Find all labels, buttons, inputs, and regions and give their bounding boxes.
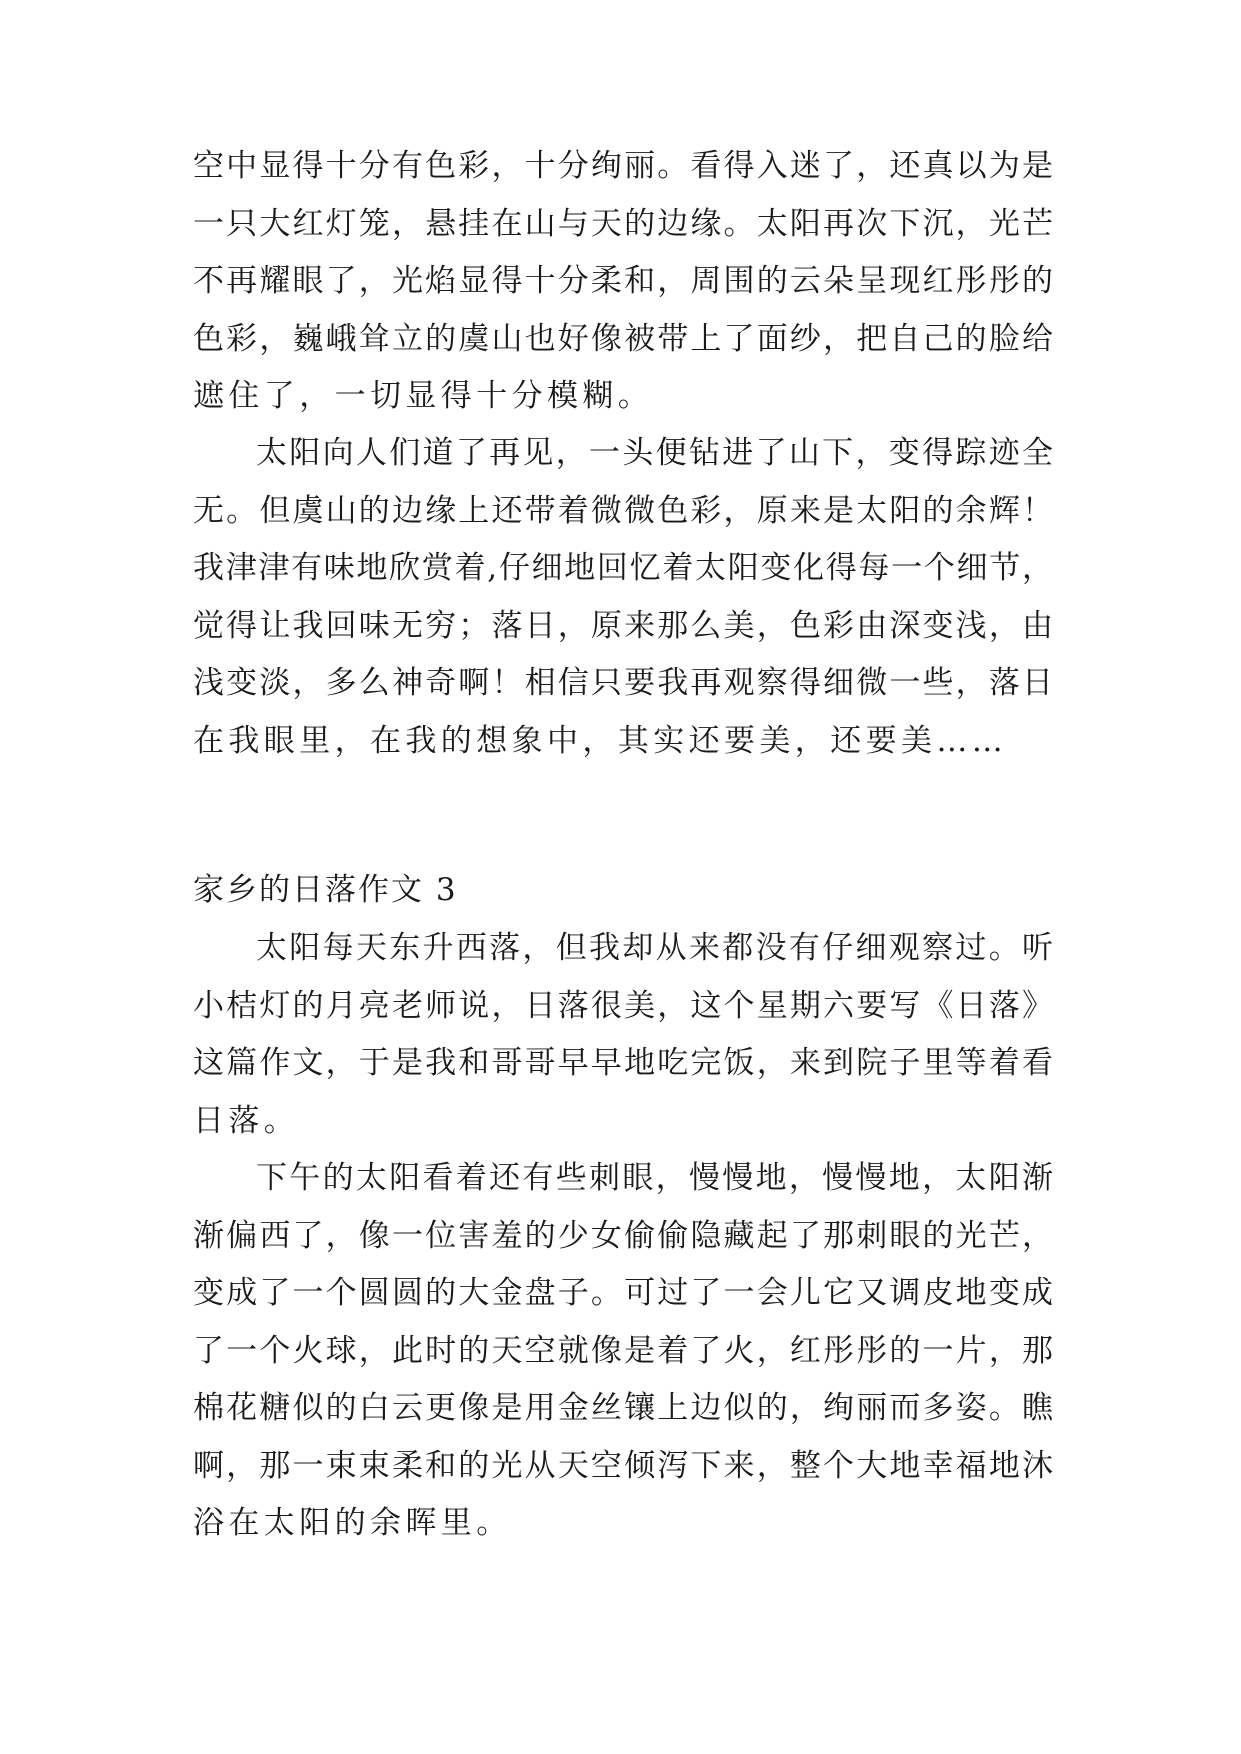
paragraph-line: 棉花糖似的白云更像是用金丝镶上边似的，绚丽而多姿。瞧 [193, 1390, 1053, 1426]
paragraph-line: 变成了一个圆圆的大金盘子。可过了一会儿它又调皮地变成 [193, 1275, 1053, 1311]
paragraph-line: 浴在太阳的余晖里。 [193, 1505, 512, 1541]
paragraph-line: 这篇作文，于是我和哥哥早早地吃完饭，来到院子里等着看 [193, 1045, 1053, 1081]
paragraph-line: 啊，那一束束柔和的光从天空倾泻下来，整个大地幸福地沐 [193, 1447, 1053, 1484]
paragraph-line: 遮住了，一切显得十分模糊。 [193, 378, 654, 414]
paragraph-line: 我津津有味地欣赏着,仔细地回忆着太阳变化得每一个细节， [193, 550, 1053, 586]
paragraph-line: 了一个火球，此时的天空就像是着了火，红彤彤的一片，那 [193, 1332, 1053, 1369]
paragraph-line: 太阳向人们道了再见，一头便钻进了山下，变得踪迹全 [256, 435, 1053, 471]
paragraph-line: 太阳每天东升西落，但我却从来都没有仔细观察过。听 [256, 930, 1053, 966]
paragraph-line: 空中显得十分有色彩，十分绚丽。看得入迷了，还真以为是 [193, 148, 1053, 184]
paragraph-2 [193, 425, 1053, 770]
paragraph-line: 色彩，巍峨耸立的虞山也好像被带上了面纱，把自己的脸给 [193, 320, 1053, 357]
section-title [193, 862, 1053, 920]
paragraph-line: 渐偏西了，像一位害羞的少女偷偷隐藏起了那刺眼的光芒， [193, 1217, 1053, 1254]
section-title-text: 家乡的日落作文 3 [193, 872, 458, 908]
paragraph-line: 小桔灯的月亮老师说，日落很美，这个星期六要写《日落》 [193, 987, 1053, 1024]
paragraph-line: 下午的太阳看着还有些刺眼，慢慢地，慢慢地，太阳渐 [256, 1160, 1053, 1196]
paragraph-line: 不再耀眼了，光焰显得十分柔和，周围的云朵呈现红彤彤的 [193, 263, 1053, 299]
paragraph-line: 无。但虞山的边缘上还带着微微色彩，原来是太阳的余辉！ [193, 492, 1053, 529]
paragraph-line: 日落。 [193, 1102, 300, 1139]
paragraph-4 [193, 1150, 1053, 1553]
paragraph-line: 觉得让我回味无穷；落日，原来那么美，色彩由深变浅，由 [193, 607, 1053, 644]
paragraph-line: 一只大红灯笼，悬挂在山与天的边缘。太阳再次下沉，光芒 [193, 205, 1053, 242]
paragraph-1 [193, 138, 1053, 426]
paragraph-line: 在我眼里，在我的想象中，其实还要美，还要美…… [193, 722, 1008, 759]
paragraph-3 [193, 920, 1053, 1150]
paragraph-line: 浅变淡，多么神奇啊！相信只要我再观察得细微一些，落日 [193, 665, 1053, 701]
